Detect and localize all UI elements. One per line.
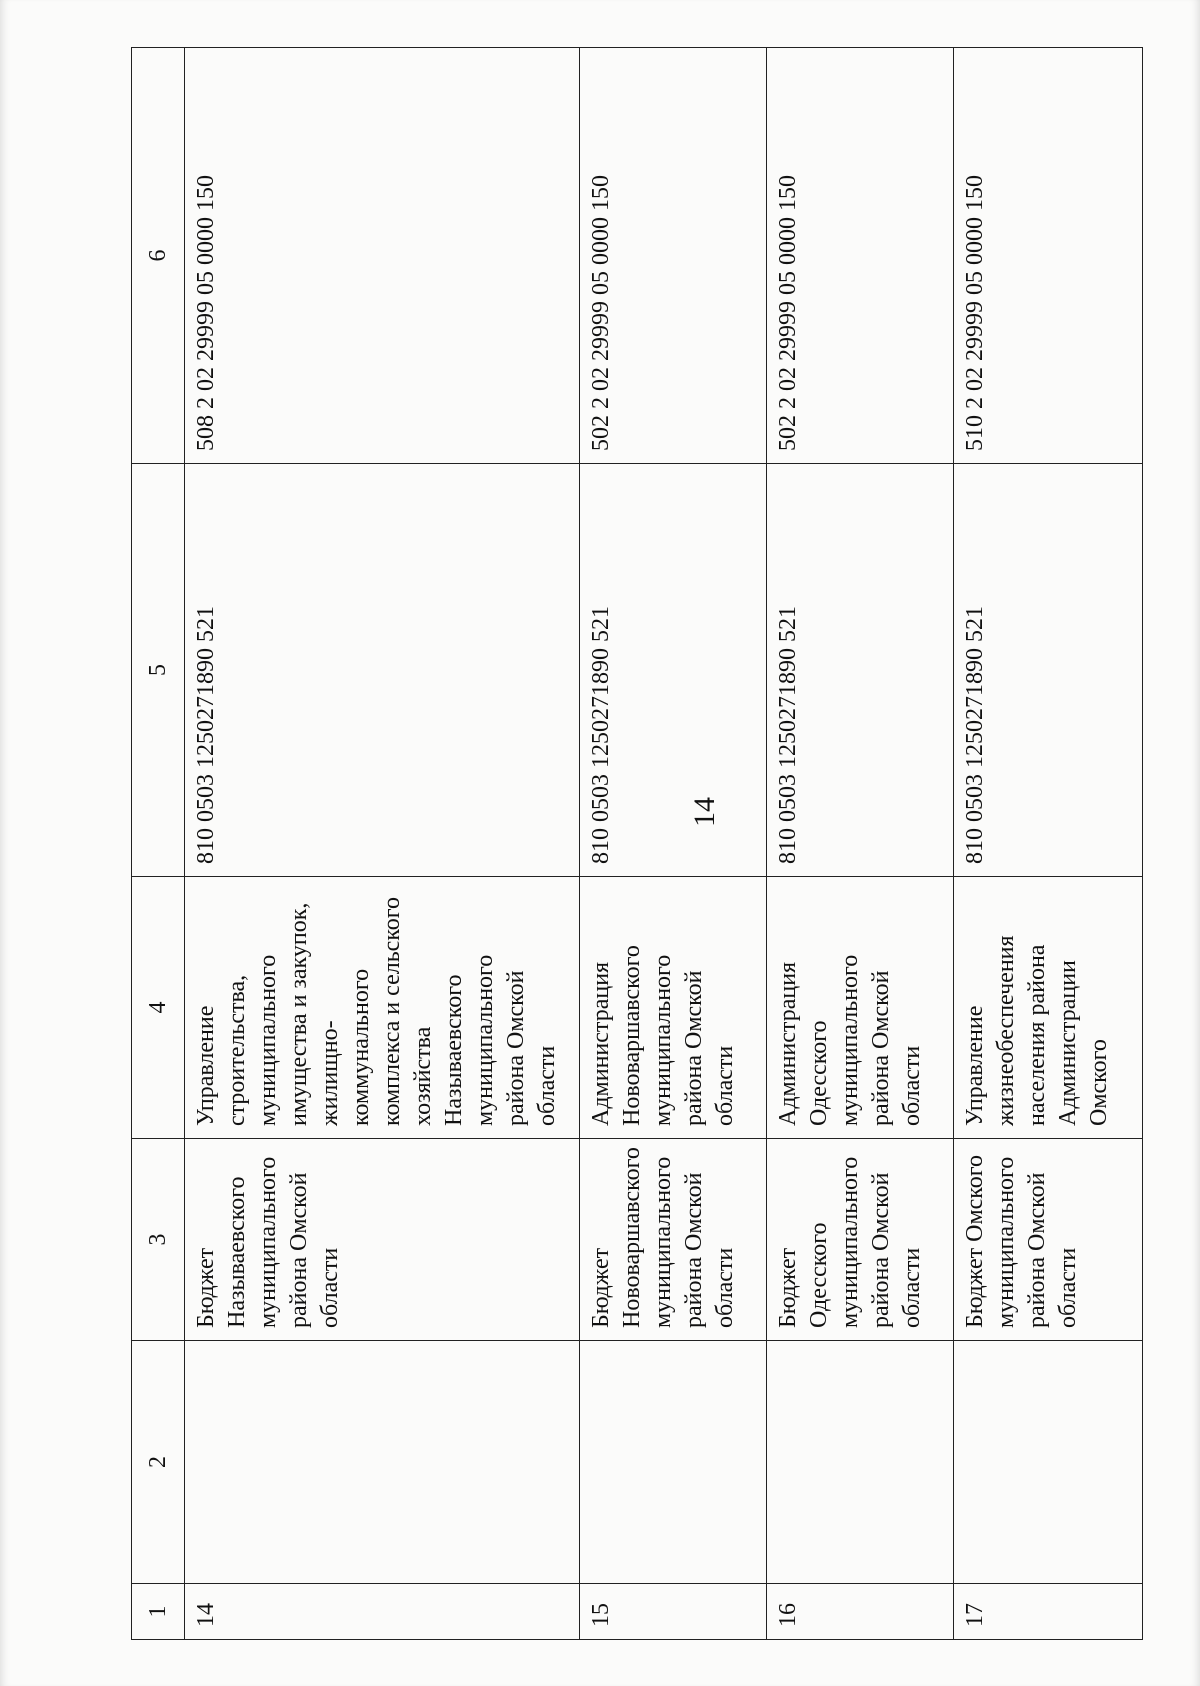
administrator-cell: Администрация Одесского муниципального района Омской области (767, 877, 954, 1139)
table-header-row (132, 48, 185, 1640)
expense-code-cell: 810 0503 1250271890 521 (954, 464, 1143, 877)
revenue-code-cell: 502 2 02 29999 05 0000 150 (580, 48, 767, 464)
data-table (131, 47, 1143, 1640)
cell-col2 (185, 1341, 580, 1584)
cell-col2 (954, 1341, 1143, 1584)
budget-cell: Бюджет Омского муниципального района Омской области (954, 1139, 1143, 1341)
budget-cell: Бюджет Нововаршавского муниципального района Омской области (580, 1139, 767, 1341)
revenue-code-cell: 508 2 02 29999 05 0000 150 (185, 48, 580, 464)
row-number-cell: 17 (954, 1584, 1143, 1640)
rotated-table-container (131, 48, 1143, 1640)
administrator-cell: Управление жизнеобеспечения населения района Администрации Омского (954, 877, 1143, 1139)
row-number-cell: 15 (580, 1584, 767, 1640)
budget-cell: Бюджет Называевского муниципального района Омской области (185, 1139, 580, 1341)
table-row (767, 48, 954, 1640)
row-number-cell: 16 (767, 1584, 954, 1640)
column-header-4: 4 (132, 877, 185, 1139)
row-number-cell: 14 (185, 1584, 580, 1640)
page-number: 14 (688, 797, 721, 827)
administrator-cell: Администрация Нововаршавского муниципального района Омской области (580, 877, 767, 1139)
column-header-1: 1 (132, 1584, 185, 1640)
expense-code-cell: 810 0503 1250271890 521 (185, 464, 580, 877)
revenue-code-cell: 502 2 02 29999 05 0000 150 (767, 48, 954, 464)
administrator-cell: Управление строительства, муниципального имущества и закупок, жилищно-коммунального комплекса и сельского хозяйства Называевского муниципального района Омской области (185, 877, 580, 1139)
expense-code-cell: 810 0503 1250271890 521 (580, 464, 767, 877)
column-header-2: 2 (132, 1341, 185, 1584)
column-header-5: 5 (132, 464, 185, 877)
table-row (954, 48, 1143, 1640)
cell-col2 (580, 1341, 767, 1584)
table-row (185, 48, 580, 1640)
revenue-code-cell: 510 2 02 29999 05 0000 150 (954, 48, 1143, 464)
column-header-3: 3 (132, 1139, 185, 1341)
table-row (580, 48, 767, 1640)
budget-cell: Бюджет Одесского муниципального района Омской области (767, 1139, 954, 1341)
column-header-6: 6 (132, 48, 185, 464)
cell-col2 (767, 1341, 954, 1584)
expense-code-cell: 810 0503 1250271890 521 (767, 464, 954, 877)
